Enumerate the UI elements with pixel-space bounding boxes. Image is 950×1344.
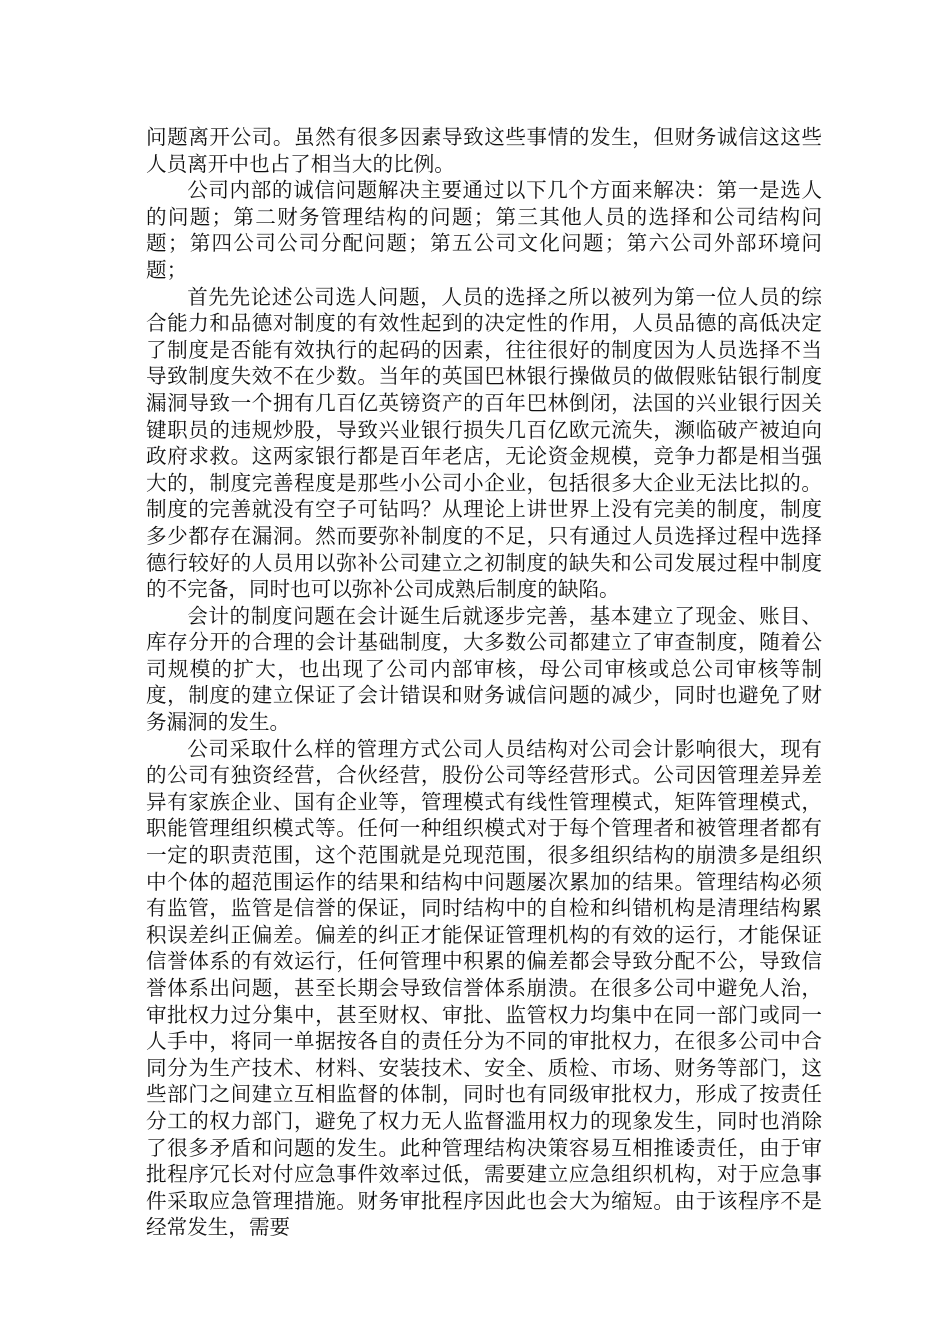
paragraph-accounting-system: 会计的制度问题在会计诞生后就逐步完善，基本建立了现金、账目、库存分开的合理的会计基础制度，大多数公司都建立了审查制度，随着公司规模的扩大，也出现了公司内部审核，母公司审核或总公司审核等制度，制度的建立保证了会计错误和财务诚信问题的减少，同时也避免了财务漏洞的发生。 bbox=[146, 603, 822, 735]
paragraph-continuation: 问题离开公司。虽然有很多因素导致这些事情的发生，但财务诚信这这些人员离开中也占了相当大的比例。 bbox=[146, 125, 822, 176]
document-body bbox=[146, 124, 822, 1241]
paragraph-integrity-solutions: 公司内部的诚信问题解决主要通过以下几个方面来解决：第一是选人的问题；第二财务管理结构的问题；第三其他人员的选择和公司结构问题；第四公司公司分配问题；第五公司文化问题；第六公司外部环境问题； bbox=[146, 178, 822, 282]
paragraph-management-structure: 公司采取什么样的管理方式公司人员结构对公司会计影响很大，现有的公司有独资经营，合伙经营，股份公司等经营形式。公司因管理差异差异有家族企业、国有企业等，管理模式有线性管理模式，矩阵管理模式，职能管理组织模式等。任何一种组织模式对于每个管理者和被管理者都有一定的职责范围，这个范围就是兑现范围，很多组织结构的崩溃多是组织中个体的超范围运作的结果和结构中问题屡次累加的结果。管理结构必须有监管，监管是信誉的保证，同时结构中的自检和纠错机构是清理结构累积误差纠正偏差。偏差的纠正才能保证管理机构的有效的运行，才能保证信誉体系的有效运行，任何管理中积累的偏差都会导致分配不公，导致信誉体系出问题，甚至长期会导致信誉体系崩溃。在很多公司中避免人治，审批权力过分集中，甚至财权、审批、监管权力均集中在同一部门或同一人手中，将同一单据按各自的责任分为不同的审批权力，在很多公司中合同分为生产技术、材料、安装技术、安全、质检、市场、财务等部门，这些部门之间建立互相监督的体制，同时也有同级审批权力，形成了按责任分工的权力部门，避免了权力无人监督滥用权力的现象发生，同时也消除了很多矛盾和问题的发生。此种管理结构决策容易互相推诿责任，由于审批程序冗长对付应急事件效率过低，需要建立应急组织机构，对于应急事件采取应急管理措施。财务审批程序因此也会大为缩短。由于该程序不是经常发生，需要 bbox=[146, 736, 822, 1240]
paragraph-personnel-selection: 首先先论述公司选人问题，人员的选择之所以被列为第一位人员的综合能力和品德对制度的有效性起到的决定性的作用，人员品德的高低决定了制度是否能有效执行的起码的因素，往往很好的制度因为人员选择不当导致制度失效不在少数。当年的英国巴林银行操做员的做假账钻银行制度漏洞导致一个拥有几百亿英镑资产的百年巴林倒闭，法国的兴业银行因关键职员的违规炒股，导致兴业银行损失几百亿欧元流失，濒临破产被迫向政府求救。这两家银行都是百年老店，无论资金规模，竞争力都是相当强大的，制度完善程度是那些小公司小企业，包括很多大企业无法比拟的。制度的完善就没有空子可钻吗？从理论上讲世界上没有完美的制度，制度多少都存在漏洞。然而要弥补制度的不足，只有通过人员选择过程中选择德行较好的人员用以弥补公司建立之初制度的缺失和公司发展过程中制度的不完备，同时也可以弥补公司成熟后制度的缺陷。 bbox=[146, 284, 822, 602]
